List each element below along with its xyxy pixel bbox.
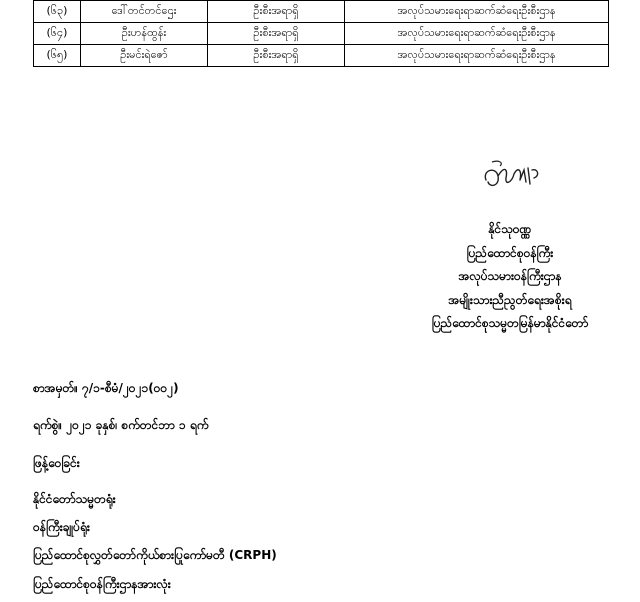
signature-block [400,218,620,336]
staff-department: အလုပ်သမားရေးရာဆက်ဆံရေးဦးစီးဌာန [345,45,609,67]
table-row [34,1,609,23]
signatory-ministry: အလုပ်သမားဝန်ကြီးဌာန [458,269,562,284]
distribution-item: နိုင်ငံတော်သမ္မတရုံး [33,492,116,506]
staff-rank: ဦးစီးအရာရှိ [208,45,345,67]
signatory-name: နိုင်သုဝဏ္ဏ [488,222,532,236]
row-number: (၆၄) [34,23,81,45]
row-number: (၆၅) [34,45,81,67]
distribution-item: ပြည်ထောင်စုဝန်ကြီးဌာနအားလုံး [33,577,171,591]
signatory-title: ပြည်ထောင်စုဝန်ကြီး [466,245,554,260]
staff-table [33,0,609,67]
signatory-government: အမျိုးသားညီညွတ်ရေးအစိုးရ [448,292,572,307]
staff-name: ဦးမင်းရဲဇော် [81,45,208,67]
staff-department: အလုပ်သမားရေးရာဆက်ဆံရေးဦးစီးဌာန [345,23,609,45]
distribution-heading: ဖြန့်ဝေခြင်း [33,456,80,470]
table-row [34,45,609,67]
table-row [34,23,609,45]
staff-rank: ဦးစီးအရာရှိ [208,23,345,45]
staff-name: ဒေါ်တင်တင်ဌေး [81,1,208,23]
row-number: (၆၃) [34,1,81,23]
reference-number: စာအမှတ်။ ၇/၁-စီမံ/၂၀၂၁(၀၀၂) [33,381,179,395]
signature-scribble [478,158,548,198]
signatory-country: ပြည်ထောင်စုသမ္မတမြန်မာနိုင်ငံတော် [431,316,589,331]
distribution-item: ပြည်ထောင်စုလွှတ်တော်ကိုယ်စားပြုကော်မတီ (CRPH) [33,548,277,562]
reference-date: ရက်စွဲ။ ၂၀၂၁ ခုနှစ်၊ စက်တင်ဘာ ၁ ရက် [33,418,209,432]
staff-name: ဦးဟန်ထွန်း [81,23,208,45]
distribution-item: ဝန်ကြီးချုပ်ရုံး [33,520,90,534]
staff-rank: ဦးစီးအရာရှိ [208,1,345,23]
staff-department: အလုပ်သမားရေးရာဆက်ဆံရေးဦးစီးဌာန [345,1,609,23]
